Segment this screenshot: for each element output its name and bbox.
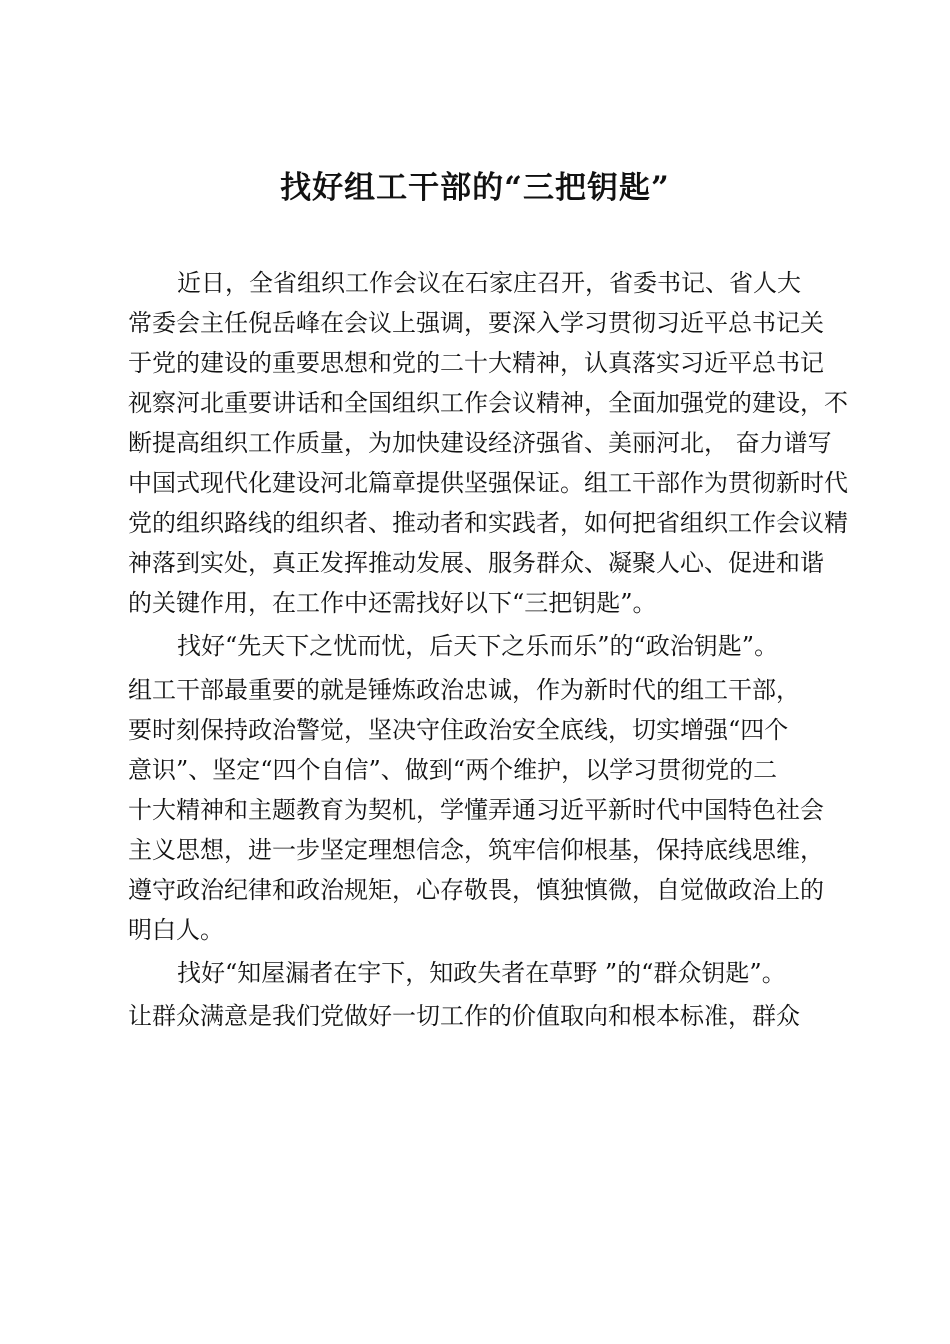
- document-body: [128, 263, 848, 1036]
- paragraph-line: 遵守政治纪律和政治规矩，心存敬畏，慎独慎微，自觉做政治上的: [128, 876, 824, 904]
- paragraph-line: 明白人。: [128, 916, 224, 944]
- paragraph-line: 要时刻保持政治警觉，坚决守住政治安全底线，切实增强“四个: [128, 716, 789, 744]
- paragraph-line: 中国式现代化建设河北篇章提供坚强保证。组工干部作为贯彻新时代: [128, 469, 848, 497]
- paragraph-line: 视察河北重要讲话和全国组织工作会议精神，全面加强党的建设，不: [128, 389, 848, 417]
- paragraph-line: 近日，全省组织工作会议在石家庄召开，省委书记、省人大: [177, 269, 801, 297]
- paragraph-line: 党的组织路线的组织者、推动者和实践者，如何把省组织工作会议精: [128, 509, 848, 537]
- paragraph-line: 十大精神和主题教育为契机，学懂弄通习近平新时代中国特色社会: [128, 796, 824, 824]
- paragraph-line: 神落到实处，真正发挥推动发展、服务群众、凝聚人心、促进和谐: [128, 549, 824, 577]
- paragraph-line: 断提高组织工作质量，为加快建设经济强省、美丽河北， 奋力谱写: [128, 429, 832, 457]
- paragraph-line: 的关键作用，在工作中还需找好以下“三把钥匙”。: [128, 589, 657, 617]
- section-heading-line: 找好“先天下之忧而忧，后天下之乐而乐”的“政治钥匙”。: [177, 632, 779, 660]
- paragraph-line: 组工干部最重要的就是锤炼政治忠诚，作为新时代的组工干部，: [128, 676, 800, 704]
- section-heading-line: 找好“知屋漏者在宇下，知政失者在草野 ”的“群众钥匙”。: [177, 959, 786, 987]
- paragraph-line: 意识”、坚定“四个自信”、做到“两个维护，以学习贯彻党的二: [128, 756, 778, 784]
- paragraph-line: 让群众满意是我们党做好一切工作的价值取向和根本标准，群众: [128, 1002, 800, 1030]
- document-title: 找好组工干部的“三把钥匙”: [280, 170, 670, 206]
- paragraph-line: 常委会主任倪岳峰在会议上强调，要深入学习贯彻习近平总书记关: [128, 309, 824, 337]
- paragraph-line: 主义思想，进一步坚定理想信念，筑牢信仰根基，保持底线思维，: [128, 836, 824, 864]
- paragraph-line: 于党的建设的重要思想和党的二十大精神，认真落实习近平总书记: [128, 349, 824, 377]
